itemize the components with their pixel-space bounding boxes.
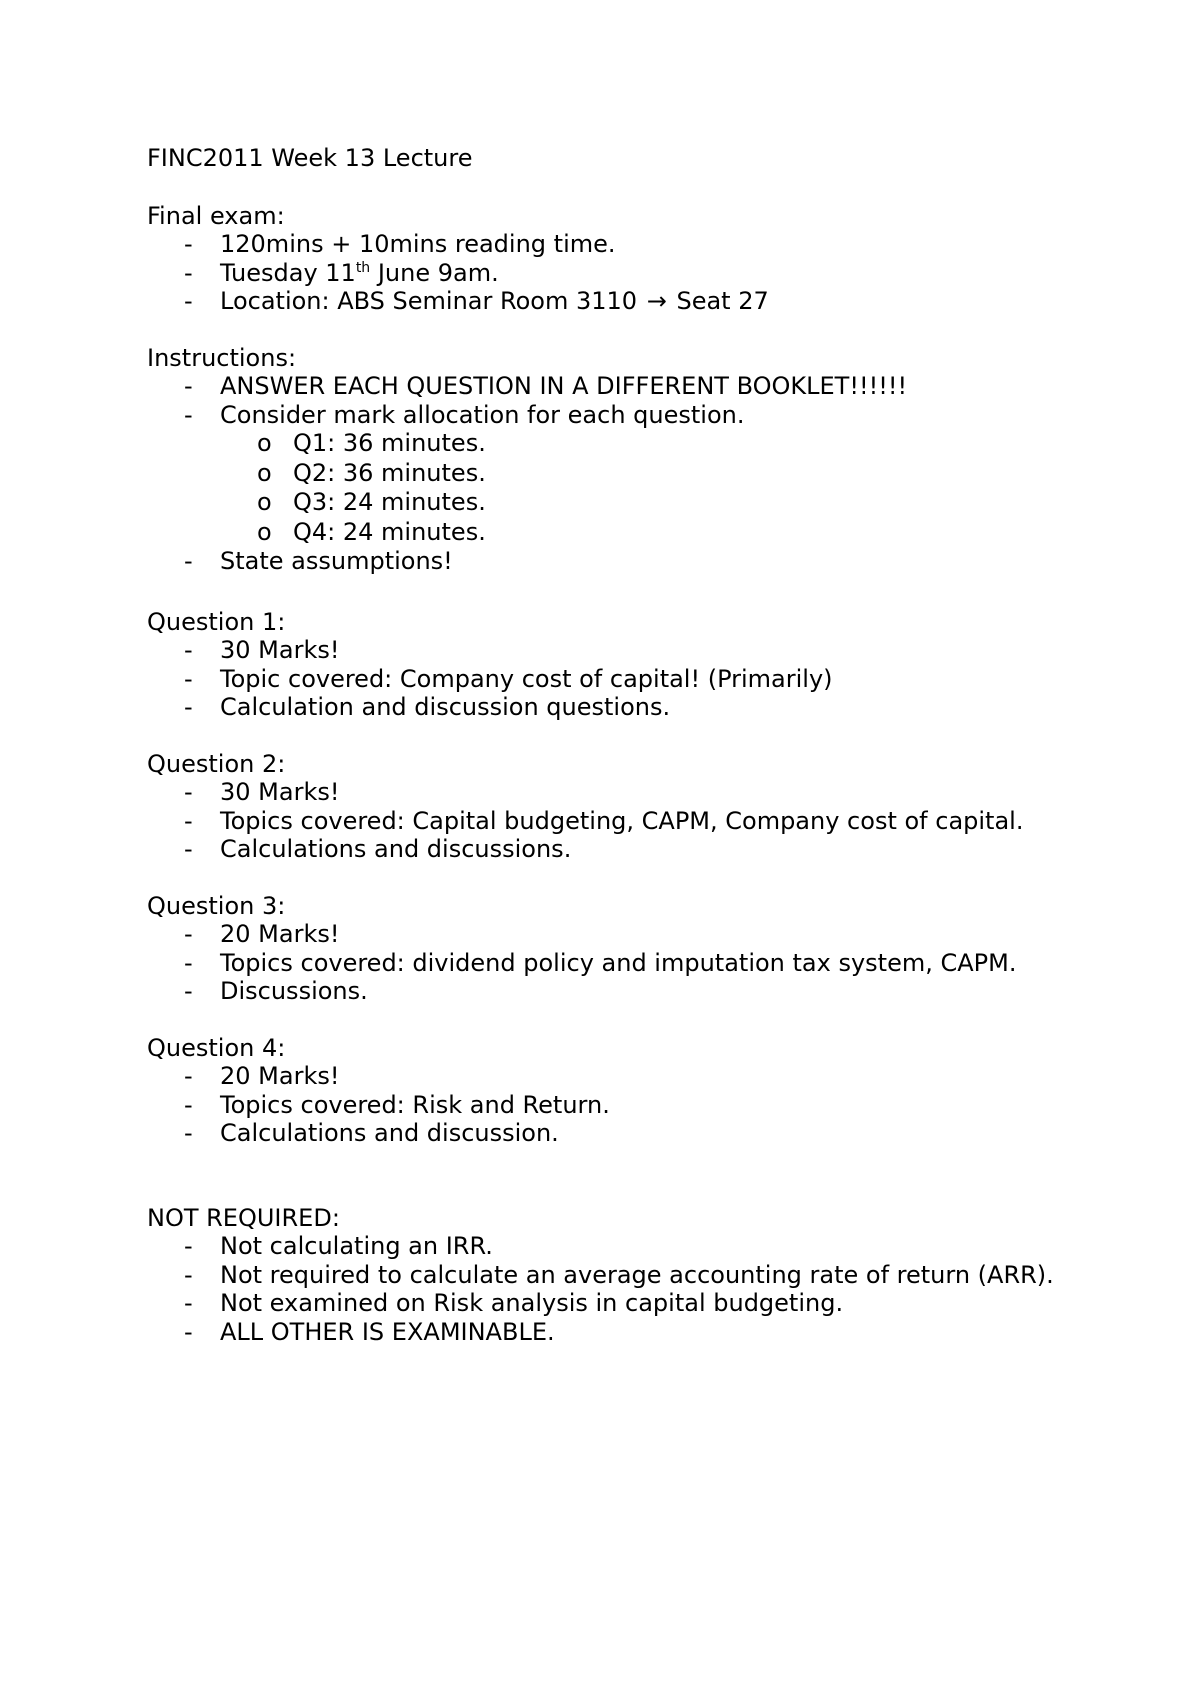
dash-bullet: - bbox=[184, 778, 193, 806]
list-item bbox=[147, 1318, 1107, 1347]
dash-bullet: - bbox=[184, 1062, 193, 1090]
document-title: FINC2011 Week 13 Lecture bbox=[147, 144, 473, 172]
list-item bbox=[147, 1062, 1107, 1091]
instruction-text: Consider mark allocation for each question. bbox=[220, 400, 745, 429]
question-detail: 20 Marks! bbox=[220, 920, 340, 948]
time-allocation-text: Q1: 36 minutes. bbox=[293, 429, 486, 457]
list-item bbox=[147, 636, 1107, 665]
list-item bbox=[147, 835, 1107, 864]
not-required-section bbox=[147, 1204, 1107, 1346]
not-required-text: Not examined on Risk analysis in capital budgeting. bbox=[220, 1289, 844, 1317]
list-item bbox=[147, 1091, 1107, 1120]
sub-list-item bbox=[147, 459, 1107, 489]
exam-date-suffix: June 9am. bbox=[370, 258, 499, 287]
sub-list-item bbox=[147, 488, 1107, 518]
question-1-section bbox=[147, 608, 1107, 722]
exam-date-prefix: Tuesday 11 bbox=[220, 258, 356, 287]
dash-bullet: - bbox=[184, 948, 193, 977]
dash-bullet: - bbox=[184, 1090, 193, 1119]
dash-bullet: - bbox=[184, 258, 193, 287]
question-detail: Calculation and discussion questions. bbox=[220, 693, 671, 721]
dash-bullet: - bbox=[184, 693, 193, 721]
list-item bbox=[147, 287, 1107, 316]
not-required-heading: NOT REQUIRED: bbox=[147, 1204, 340, 1232]
instruction-text: State assumptions! bbox=[220, 547, 453, 575]
instructions-section bbox=[147, 344, 1107, 576]
time-allocation-text: Q3: 24 minutes. bbox=[293, 488, 486, 516]
dash-bullet: - bbox=[184, 920, 193, 948]
question-heading: Question 1: bbox=[147, 608, 286, 636]
dash-bullet: - bbox=[184, 400, 193, 429]
list-item bbox=[147, 693, 1107, 722]
list-item bbox=[147, 920, 1107, 949]
list-item bbox=[147, 1261, 1060, 1290]
list-item bbox=[147, 949, 1107, 978]
time-allocation-text: Q4: 24 minutes. bbox=[293, 517, 486, 546]
list-item bbox=[147, 665, 1107, 694]
list-item bbox=[147, 1232, 1107, 1261]
question-detail: 30 Marks! bbox=[220, 636, 340, 664]
time-allocation-text: Q2: 36 minutes. bbox=[293, 458, 486, 487]
instructions-heading: Instructions: bbox=[147, 344, 297, 372]
list-item bbox=[147, 259, 1107, 288]
not-required-text: ALL OTHER IS EXAMINABLE. bbox=[220, 1317, 555, 1346]
not-required-text: Not calculating an IRR. bbox=[220, 1232, 493, 1260]
question-detail: Topics covered: dividend policy and imputation tax system, CAPM. bbox=[220, 948, 1017, 977]
question-detail: Topic covered: Company cost of capital! (Primarily) bbox=[220, 664, 833, 693]
dash-bullet: - bbox=[184, 806, 193, 835]
dash-bullet: - bbox=[184, 547, 193, 575]
question-detail: Topics covered: Risk and Return. bbox=[220, 1090, 610, 1119]
question-3-section bbox=[147, 892, 1107, 1006]
question-detail: Discussions. bbox=[220, 977, 368, 1005]
circle-bullet: o bbox=[257, 429, 272, 457]
question-2-section bbox=[147, 750, 1107, 864]
exam-duration: 120mins + 10mins reading time. bbox=[220, 230, 616, 258]
dash-bullet: - bbox=[184, 664, 193, 693]
dash-bullet: - bbox=[184, 636, 193, 664]
list-item bbox=[147, 977, 1107, 1006]
dash-bullet: - bbox=[184, 1289, 193, 1317]
question-detail: 20 Marks! bbox=[220, 1062, 340, 1090]
exam-location: Location: ABS Seminar Room 3110 bbox=[220, 287, 638, 315]
list-item bbox=[147, 778, 1107, 807]
dash-bullet: - bbox=[184, 1317, 193, 1346]
list-item bbox=[147, 807, 1107, 836]
final-exam-section bbox=[147, 202, 1107, 316]
not-required-text: Not required to calculate an average accounting rate of return (ARR). bbox=[220, 1260, 1054, 1289]
dash-bullet: - bbox=[184, 977, 193, 1005]
list-item bbox=[147, 547, 1107, 576]
sub-list-item bbox=[147, 518, 1107, 548]
circle-bullet: o bbox=[257, 488, 272, 516]
list-item bbox=[147, 372, 1107, 401]
dash-bullet: - bbox=[184, 230, 193, 258]
dash-bullet: - bbox=[184, 1260, 193, 1289]
question-detail: Calculations and discussions. bbox=[220, 835, 572, 863]
list-item bbox=[147, 1119, 1107, 1148]
question-heading: Question 4: bbox=[147, 1034, 286, 1062]
question-heading: Question 2: bbox=[147, 750, 286, 778]
question-detail: Topics covered: Capital budgeting, CAPM, Company cost of capital. bbox=[220, 806, 1024, 835]
list-item bbox=[147, 230, 1107, 259]
question-4-section bbox=[147, 1034, 1107, 1148]
right-arrow-icon: → bbox=[646, 287, 667, 315]
list-item bbox=[147, 1289, 1107, 1318]
question-detail: Calculations and discussion. bbox=[220, 1119, 559, 1147]
dash-bullet: - bbox=[184, 287, 193, 315]
exam-date-superscript: th bbox=[355, 259, 371, 276]
dash-bullet: - bbox=[184, 372, 193, 400]
list-item bbox=[147, 401, 1107, 430]
question-detail: 30 Marks! bbox=[220, 778, 340, 806]
instruction-text: ANSWER EACH QUESTION IN A DIFFERENT BOOKLET!!!!!! bbox=[220, 372, 908, 400]
circle-bullet: o bbox=[257, 517, 272, 546]
sub-list-item bbox=[147, 429, 1107, 459]
exam-seat: Seat 27 bbox=[676, 287, 769, 315]
circle-bullet: o bbox=[257, 458, 272, 487]
dash-bullet: - bbox=[184, 835, 193, 863]
dash-bullet: - bbox=[184, 1119, 193, 1147]
final-exam-heading: Final exam: bbox=[147, 202, 285, 230]
dash-bullet: - bbox=[184, 1232, 193, 1260]
question-heading: Question 3: bbox=[147, 892, 286, 920]
